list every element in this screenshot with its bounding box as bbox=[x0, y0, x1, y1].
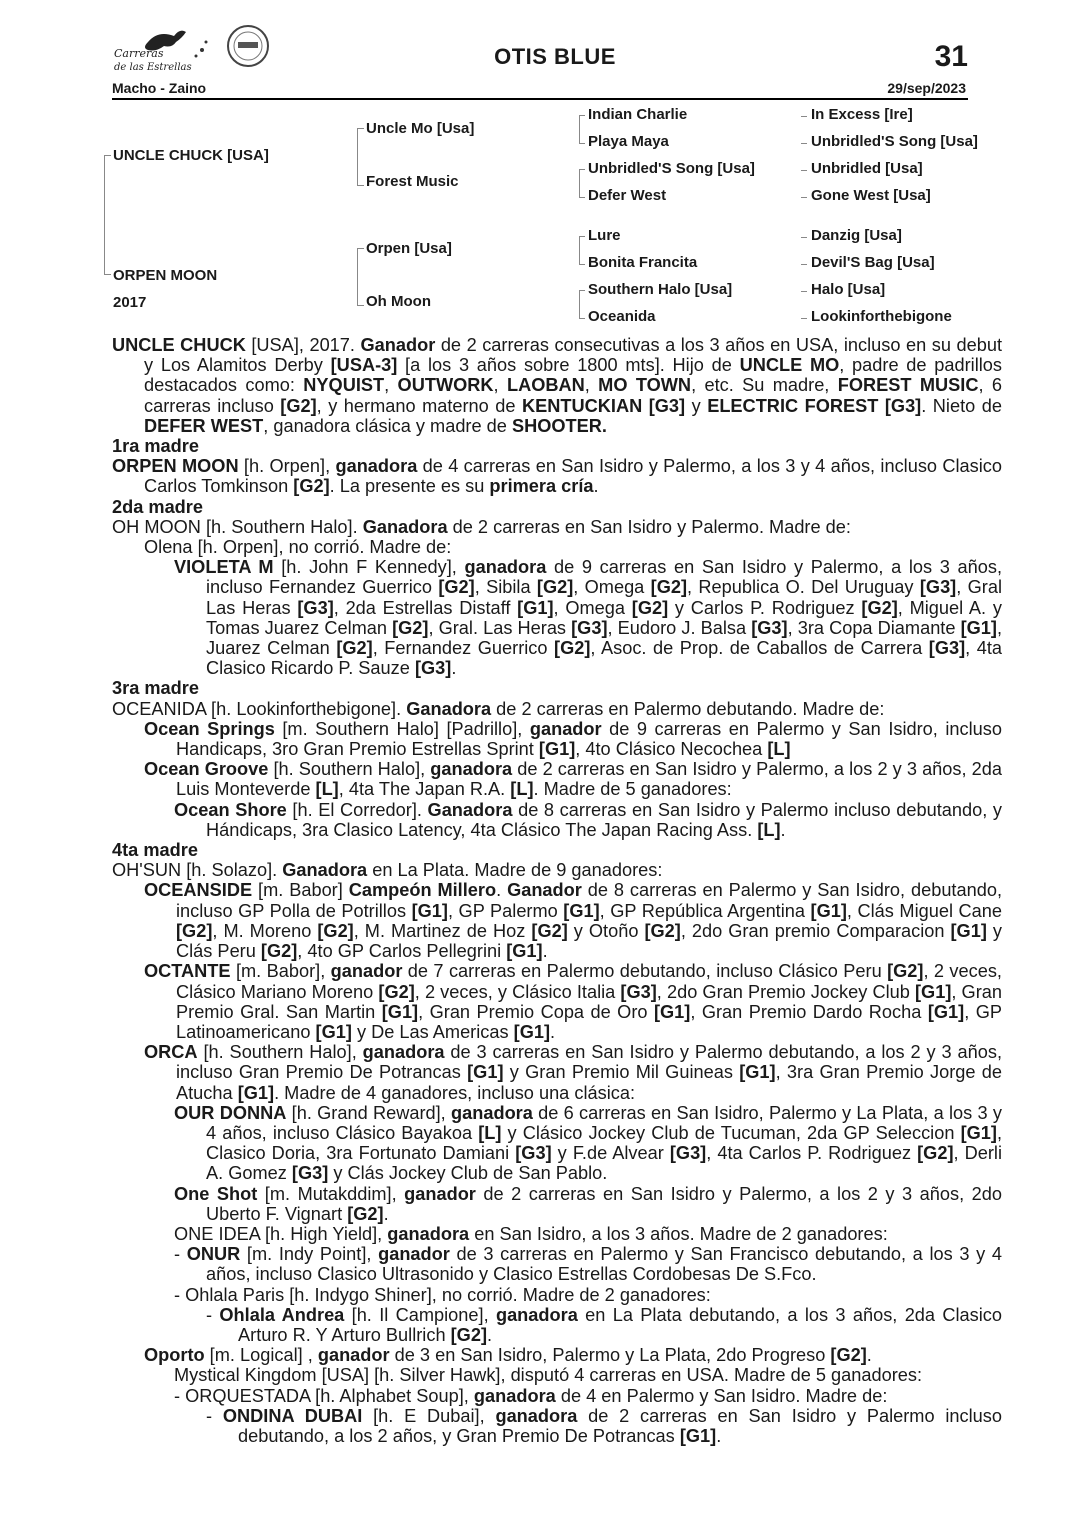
text-run: - bbox=[174, 1244, 187, 1265]
emphasis-text: Ocean Groove bbox=[144, 759, 269, 780]
pedigree-g2: Uncle Mo [Usa] bbox=[366, 120, 475, 137]
text-run: , y hermano materno de bbox=[316, 395, 522, 416]
section-heading: 2da madre bbox=[112, 496, 203, 517]
text-run: de 2 carreras en Palermo debutando. Madre de: bbox=[491, 698, 885, 719]
emphasis-text: [G1] bbox=[237, 1082, 275, 1103]
emphasis-text: NYQUIST bbox=[303, 375, 385, 396]
text-run: [h. John F Kennedy], bbox=[273, 557, 465, 578]
emphasis-text: [G2] bbox=[317, 920, 354, 941]
text-run: de 2 carreras en San Isidro y Palermo, a los 2 y 3 años, 2da Luis Monteverde bbox=[176, 759, 1002, 800]
emphasis-text: [G1] bbox=[538, 739, 576, 760]
family-description bbox=[112, 335, 1002, 1446]
text-run: OH'SUN [h. Solazo]. bbox=[112, 860, 283, 881]
description-paragraph bbox=[112, 1406, 1002, 1446]
pedigree-g3: Defer West bbox=[588, 187, 667, 204]
description-paragraph bbox=[112, 1386, 1002, 1406]
pedigree-g4: Lookinforthebigone bbox=[811, 308, 952, 325]
emphasis-text: ORCA bbox=[144, 1042, 198, 1063]
text-run: en La Plata. Madre de 9 ganadores: bbox=[367, 860, 663, 881]
emphasis-text: Campeón Millero bbox=[348, 880, 497, 901]
pedigree-g2: Oh Moon bbox=[366, 293, 431, 310]
emphasis-text: [G1] bbox=[467, 1062, 504, 1083]
text-run: , 2do Gran Premio Jockey Club bbox=[656, 981, 915, 1002]
pedigree-g3: Southern Halo [Usa] bbox=[588, 281, 733, 298]
text-run: de 3 en San Isidro, Palermo y La Plata, 2do Progreso bbox=[389, 1345, 831, 1366]
text-run: . La presente es su bbox=[329, 476, 490, 497]
emphasis-text: [G1] bbox=[739, 1062, 776, 1083]
emphasis-text: [G1] bbox=[950, 920, 987, 941]
text-run: ONE IDEA [h. High Yield], bbox=[174, 1223, 388, 1244]
pedigree-g4: Danzig [Usa] bbox=[811, 227, 902, 244]
text-run: y F.de Alvear bbox=[551, 1143, 670, 1164]
emphasis-text: [G3] bbox=[928, 638, 966, 659]
emphasis-text: MO TOWN bbox=[598, 375, 692, 396]
emphasis-text: [G3] bbox=[571, 617, 608, 638]
section-heading: 3ra madre bbox=[112, 678, 199, 699]
emphasis-text: LAOBAN bbox=[506, 375, 585, 396]
text-run: , 3ra Gran Premio Jorge de Atucha bbox=[176, 1062, 1003, 1103]
emphasis-text: ganador bbox=[317, 1345, 390, 1366]
text-run: de 9 carreras en San Isidro y Palermo, a los 3 años, incluso Fernandez Guerrico bbox=[206, 557, 1003, 598]
emphasis-text: ganadora bbox=[495, 1405, 578, 1426]
emphasis-text: [G1] bbox=[517, 597, 554, 618]
text-run: . Madre de 4 ganadores, incluso una clásica: bbox=[274, 1082, 635, 1103]
emphasis-text: [G1] bbox=[513, 1021, 551, 1042]
emphasis-text: SHOOTER. bbox=[511, 415, 607, 436]
text-run: . bbox=[487, 1324, 493, 1345]
pedigree-g3: Unbridled'S Song [Usa] bbox=[588, 160, 755, 177]
text-run: de 6 carreras en San Isidro, Palermo y La Plata, a los 3 y 4 años, incluso Clásico Bayakoa bbox=[206, 1102, 1002, 1143]
section-heading: 4ta madre bbox=[112, 840, 198, 861]
text-run: [m. Babor] bbox=[252, 880, 349, 901]
text-run: , Fernandez Guerrico bbox=[372, 638, 555, 659]
text-run: , Sibila bbox=[474, 577, 537, 598]
text-run: - bbox=[206, 1405, 223, 1426]
text-run: , Omega bbox=[553, 597, 632, 618]
text-run: , 4to GP Carlos Pellegrini bbox=[297, 941, 507, 962]
emphasis-text: [G2] bbox=[280, 395, 317, 416]
text-run: . bbox=[593, 476, 599, 497]
description-paragraph bbox=[112, 557, 1002, 678]
emphasis-text: [G1] bbox=[653, 1001, 691, 1022]
emphasis-text: [G2] bbox=[260, 941, 298, 962]
emphasis-text: [G1] bbox=[563, 900, 600, 921]
emphasis-text: Ganadora bbox=[406, 698, 492, 719]
date: 29/sep/2023 bbox=[887, 80, 966, 96]
text-run: de 4 carreras en San Isidro y Palermo, a los 3 y 4 años, incluso Clasico Carlos Tomkinson bbox=[144, 456, 1003, 497]
text-run: de 2 carreras consecutivas a los 3 años en USA, incluso en su debut y Los Alamitos Derby bbox=[144, 335, 1002, 376]
emphasis-text: [G3] bbox=[620, 981, 657, 1002]
pedigree-g4: Unbridled [Usa] bbox=[811, 160, 923, 177]
emphasis-text: [G1] bbox=[411, 900, 448, 921]
emphasis-text: [G2] bbox=[554, 638, 591, 659]
emphasis-text: OUR DONNA bbox=[174, 1102, 287, 1123]
emphasis-text: [G1] bbox=[679, 1425, 717, 1446]
text-run: - ORQUESTADA [h. Alphabet Soup], bbox=[174, 1385, 474, 1406]
emphasis-text: [G3] bbox=[414, 658, 452, 679]
description-paragraph bbox=[112, 1345, 1002, 1365]
emphasis-text: ONUR bbox=[186, 1244, 241, 1265]
text-run: en San Isidro, a los 3 años. Madre de 2 ganadores: bbox=[469, 1223, 888, 1244]
emphasis-text: [G1] bbox=[927, 1001, 965, 1022]
emphasis-text: UNCLE CHUCK bbox=[112, 335, 246, 355]
text-run: y bbox=[685, 395, 708, 416]
text-run: , 2da Estrellas Distaff bbox=[333, 597, 518, 618]
description-paragraph bbox=[112, 537, 1002, 557]
text-run: , Clasico Doria, 3ra Fortunato Damiani bbox=[206, 1122, 1002, 1164]
text-run: de 9 carreras en Palermo y San Isidro, incluso Handicaps, 3ro Gran Premio Estrellas Sprint bbox=[176, 718, 1002, 760]
description-paragraph bbox=[112, 699, 1002, 719]
emphasis-text: Oporto bbox=[144, 1345, 205, 1366]
description-paragraph bbox=[112, 456, 1002, 496]
text-run: . bbox=[451, 658, 457, 679]
description-paragraph bbox=[112, 1042, 1002, 1103]
text-run: [h. Southern Halo], bbox=[197, 1042, 363, 1063]
text-run: de 7 carreras en Palermo debutando, incluso Clásico Peru bbox=[402, 961, 888, 982]
text-run: , bbox=[493, 375, 507, 396]
text-run: , Asoc. de Prop. de Caballos de Carrera bbox=[590, 638, 929, 659]
text-run: Mystical Kingdom [USA] [h. Silver Hawk], disputó 4 carreras en USA. Madre de 5 ganadores: bbox=[174, 1365, 923, 1386]
text-run: [m. Indy Point], bbox=[240, 1244, 379, 1265]
page-number: 31 bbox=[934, 40, 968, 73]
text-run: [h. Grand Reward], bbox=[286, 1102, 452, 1123]
emphasis-text: [G2] bbox=[917, 1143, 954, 1164]
text-run: , Juarez Celman bbox=[206, 617, 1002, 659]
text-run: de 8 carreras en Palermo y San Isidro, debutando, incluso GP Polla de Potrillos bbox=[176, 880, 1003, 921]
pedigree-g3: Oceanida bbox=[588, 308, 656, 325]
emphasis-text: [G2] bbox=[536, 577, 574, 598]
text-run: y Clásico Jockey Club de Tucuman, 2da GP Seleccion bbox=[501, 1122, 961, 1143]
emphasis-text: [G2] bbox=[336, 638, 373, 659]
text-run: . bbox=[496, 880, 508, 901]
emphasis-text: ganador bbox=[330, 961, 403, 982]
emphasis-text: Ganador bbox=[360, 335, 436, 355]
emphasis-text: [G3] bbox=[297, 597, 334, 618]
emphasis-text: ganador bbox=[404, 1183, 476, 1204]
text-run: [m. Mutakddim], bbox=[257, 1183, 405, 1204]
pedigree-g2: Forest Music bbox=[366, 173, 459, 190]
description-paragraph bbox=[112, 860, 1002, 880]
emphasis-text: [G3] bbox=[669, 1143, 707, 1164]
emphasis-text: [G1] bbox=[381, 1001, 419, 1022]
emphasis-text: Ganador bbox=[507, 880, 582, 901]
emphasis-text: [G2] bbox=[176, 920, 213, 941]
text-run: , 3ra Copa Diamante bbox=[787, 617, 961, 638]
text-run: . Nieto de bbox=[921, 395, 1002, 416]
emphasis-text: [G1] bbox=[960, 1122, 997, 1143]
emphasis-text: ganadora bbox=[387, 1223, 470, 1244]
emphasis-text: ganador bbox=[529, 718, 602, 739]
emphasis-text: KENTUCKIAN [G3] bbox=[522, 395, 686, 416]
emphasis-text: ONDINA DUBAI bbox=[222, 1405, 363, 1426]
text-run: , Eudoro J. Balsa bbox=[607, 617, 752, 638]
text-run: y Otoño bbox=[567, 920, 645, 941]
text-run: [h. E Dubai], bbox=[362, 1405, 496, 1426]
pedigree-g3: Bonita Francita bbox=[588, 254, 698, 271]
pedigree-g4: Unbridled'S Song [Usa] bbox=[811, 133, 978, 150]
emphasis-text: Ocean Shore bbox=[174, 799, 287, 820]
pedigree-g3: Indian Charlie bbox=[588, 106, 688, 123]
emphasis-text: [G1] bbox=[810, 900, 847, 921]
text-run: y Clás Jockey Club de San Pablo. bbox=[328, 1163, 608, 1184]
emphasis-text: ganadora bbox=[473, 1385, 556, 1406]
text-run: , bbox=[584, 375, 599, 396]
emphasis-text: ORPEN MOON bbox=[112, 456, 239, 477]
pedigree-sire: UNCLE CHUCK [USA] bbox=[113, 147, 269, 164]
emphasis-text: [G2] bbox=[861, 597, 898, 618]
text-run: , Clás Miguel Cane bbox=[846, 900, 1003, 921]
description-paragraph bbox=[112, 335, 1002, 436]
emphasis-text: [G1] bbox=[960, 617, 997, 638]
emphasis-text: ELECTRIC FOREST [G3] bbox=[707, 395, 922, 416]
text-run: , Gran Premio Dardo Rocha bbox=[690, 1001, 928, 1022]
text-run: - bbox=[206, 1304, 220, 1325]
text-run: [m. Logical] , bbox=[204, 1345, 318, 1366]
text-run: y De Las Americas bbox=[351, 1021, 514, 1042]
text-run: . bbox=[866, 1345, 872, 1366]
text-run: de 8 carreras en San Isidro y Palermo incluso debutando, y Hándicaps, 3ra Clasico Latency, 4ta Clásico The Japan Racing Ass. bbox=[206, 799, 1002, 840]
text-run: , Miguel A. y Tomas Juarez Celman bbox=[206, 597, 1002, 638]
emphasis-text: ganadora bbox=[335, 456, 418, 477]
emphasis-text: [G2] bbox=[438, 577, 475, 598]
text-run: de 3 carreras en San Isidro y Palermo debutando, a los 2 y 3 años, incluso Gran Premio De Potrancas bbox=[176, 1042, 1002, 1083]
text-run: , padre de padrillos destacados como: bbox=[144, 355, 1003, 396]
emphasis-text: [G1] bbox=[506, 941, 543, 962]
emphasis-text: [L] bbox=[510, 779, 534, 800]
emphasis-text: One Shot bbox=[174, 1183, 258, 1204]
text-run: OH MOON [h. Southern Halo]. bbox=[112, 516, 363, 537]
emphasis-text: [G2] bbox=[347, 1203, 384, 1224]
description-paragraph bbox=[112, 1285, 1002, 1305]
pedigree-g4: Gone West [Usa] bbox=[811, 187, 931, 204]
pedigree-g3: Playa Maya bbox=[588, 133, 669, 150]
text-run: , Gran Premio Copa de Oro bbox=[418, 1001, 654, 1022]
text-run: , Gral. Las Heras bbox=[428, 617, 572, 638]
text-run: , Republica O. Del Uruguay bbox=[687, 577, 920, 598]
description-paragraph bbox=[112, 759, 1002, 799]
emphasis-text: [G3] bbox=[291, 1163, 329, 1184]
text-run: , 4to Clásico Necochea bbox=[575, 739, 768, 760]
emphasis-text: [G2] bbox=[293, 476, 330, 497]
text-run: , GP República Argentina bbox=[599, 900, 811, 921]
text-run: [h. Southern Halo], bbox=[268, 759, 431, 780]
text-run: , 6 carreras incluso bbox=[144, 375, 1002, 416]
text-run: de 4 en Palermo y San Isidro. Madre de: bbox=[555, 1385, 888, 1406]
text-run: , 4ta Clasico Ricardo P. Sauze bbox=[206, 638, 1003, 679]
emphasis-text: UNCLE MO bbox=[739, 355, 840, 376]
pedigree-g2: Orpen [Usa] bbox=[366, 240, 452, 257]
text-run: , 2 veces, Clásico Mariano Moreno bbox=[176, 961, 1002, 1002]
description-paragraph bbox=[112, 1305, 1002, 1345]
emphasis-text: Ganadora bbox=[427, 799, 513, 820]
description-paragraph bbox=[112, 1103, 1002, 1184]
emphasis-text: [G2] bbox=[450, 1324, 487, 1345]
text-run: en La Plata debutando, a los 3 años, 2da Clasico Arturo R. Y Arturo Bullrich bbox=[238, 1304, 1002, 1345]
pedigree-g4: Halo [Usa] bbox=[811, 281, 886, 298]
description-paragraph bbox=[112, 880, 1002, 961]
emphasis-text: [L] bbox=[767, 739, 791, 760]
text-run: [m. Southern Halo] [Padrillo], bbox=[274, 718, 530, 739]
text-run: OCEANIDA [h. Lookinforthebigone]. bbox=[112, 698, 407, 719]
sex-coat: Macho - Zaino bbox=[112, 80, 207, 96]
text-run: Olena [h. Orpen], no corrió. Madre de: bbox=[144, 537, 452, 558]
emphasis-text: Ganadora bbox=[362, 516, 448, 537]
emphasis-text: [G3] bbox=[919, 577, 957, 598]
emphasis-text: ganador bbox=[378, 1244, 450, 1265]
text-run: . bbox=[542, 941, 548, 962]
emphasis-text: ganadora bbox=[430, 759, 513, 780]
text-run: , Gran Premio Gral. San Martin bbox=[176, 981, 1002, 1022]
text-run: , Gral Las Heras bbox=[206, 577, 1002, 618]
emphasis-text: [G2] bbox=[887, 961, 924, 982]
emphasis-text: ganadora bbox=[451, 1102, 533, 1123]
emphasis-text: [G2] bbox=[631, 597, 669, 618]
emphasis-text: OCTANTE bbox=[144, 961, 231, 982]
description-paragraph bbox=[112, 1184, 1002, 1224]
description-paragraph bbox=[112, 1224, 1002, 1244]
emphasis-text: [G2] bbox=[392, 617, 429, 638]
text-run: . bbox=[780, 819, 786, 840]
emphasis-text: [L] bbox=[757, 819, 781, 840]
text-run: , Omega bbox=[573, 577, 651, 598]
text-run: , Derli A. Gomez bbox=[206, 1143, 1002, 1184]
description-paragraph bbox=[112, 719, 1002, 759]
horse-name: OTIS BLUE bbox=[494, 44, 616, 69]
pedigree-dam: ORPEN MOON bbox=[113, 267, 218, 284]
emphasis-text: [G3] bbox=[751, 617, 788, 638]
description-paragraph bbox=[112, 1244, 1002, 1284]
description-paragraph bbox=[112, 517, 1002, 537]
emphasis-text: Ohlala Andrea bbox=[219, 1304, 345, 1325]
emphasis-text: VIOLETA M bbox=[174, 557, 274, 578]
emphasis-text: ganadora bbox=[464, 557, 547, 578]
text-run: [h. Il Campione], bbox=[344, 1304, 496, 1325]
emphasis-text: primera cría bbox=[489, 476, 594, 497]
text-run: [m. Babor], bbox=[230, 961, 331, 982]
text-run: , bbox=[384, 375, 398, 396]
text-run: , M. Moreno bbox=[212, 920, 318, 941]
emphasis-text: OCEANSIDE bbox=[144, 880, 253, 901]
header-rule bbox=[112, 98, 968, 100]
emphasis-text: FOREST MUSIC bbox=[837, 375, 979, 396]
logo-title: Carreras bbox=[114, 47, 164, 60]
emphasis-text: [G2] bbox=[644, 920, 681, 941]
pedigree-g3: Lure bbox=[588, 227, 621, 244]
text-run: , 4ta The Japan R.A. bbox=[338, 779, 511, 800]
pedigree-year: 2017 bbox=[113, 294, 147, 311]
text-run: de 2 carreras en San Isidro y Palermo incluso debutando, a los 2 años, y Gran Premio De Potrancas bbox=[238, 1405, 1002, 1446]
emphasis-text: [L] bbox=[315, 779, 339, 800]
emphasis-text: [G2] bbox=[378, 981, 415, 1002]
emphasis-text: [USA-3] bbox=[330, 355, 398, 376]
emphasis-text: [G1] bbox=[915, 981, 952, 1002]
text-run: de 2 carreras en San Isidro y Palermo. Madre de: bbox=[447, 516, 851, 537]
text-run: de 2 carreras en San Isidro y Palermo, a los 2 y 3 años, 2do Uberto F. Vignart bbox=[206, 1183, 1002, 1224]
text-run: [USA], 2017. bbox=[245, 335, 361, 355]
text-run: , 2do Gran premio Comparacion bbox=[680, 920, 951, 941]
text-run: de 3 carreras en Palermo y San Francisco debutando, a los 3 y 4 años, incluso Clasico Ultrasonido y Clasico Estrellas Cordobesas De S.Fco. bbox=[206, 1244, 1002, 1285]
text-run: , GP Palermo bbox=[447, 900, 564, 921]
text-run: y Carlos P. Rodriguez bbox=[668, 597, 862, 618]
description-paragraph bbox=[112, 800, 1002, 840]
text-run: , 2 veces, y Clásico Italia bbox=[414, 981, 621, 1002]
text-run: . Madre de 5 ganadores: bbox=[533, 779, 732, 800]
description-paragraph bbox=[112, 1365, 1002, 1385]
text-run: [h. Orpen], bbox=[238, 456, 336, 477]
logo-subtitle: de las Estrellas bbox=[114, 62, 192, 73]
emphasis-text: ganadora bbox=[362, 1042, 445, 1063]
text-run: - Ohlala Paris [h. Indygo Shiner], no corrió. Madre de 2 ganadores: bbox=[174, 1284, 711, 1305]
emphasis-text: [G3] bbox=[515, 1143, 552, 1164]
emphasis-text: [G2] bbox=[830, 1345, 867, 1366]
section-heading: 1ra madre bbox=[112, 436, 199, 457]
text-run: , GP Latinoamericano bbox=[176, 1001, 1002, 1042]
emphasis-text: ganadora bbox=[495, 1304, 578, 1325]
pedigree-g4: Devil'S Bag [Usa] bbox=[811, 254, 935, 271]
emphasis-text: [G1] bbox=[315, 1021, 352, 1042]
text-run: y Clás Peru bbox=[176, 920, 1002, 962]
emphasis-text: [G2] bbox=[531, 920, 568, 941]
emphasis-text: [L] bbox=[478, 1122, 502, 1143]
text-run: . bbox=[383, 1203, 389, 1224]
emphasis-text: OUTWORK bbox=[397, 375, 494, 396]
text-run: , M. Martinez de Hoz bbox=[353, 920, 532, 941]
pedigree-g4: In Excess [Ire] bbox=[811, 106, 913, 123]
text-run: y Gran Premio Mil Guineas bbox=[503, 1062, 740, 1083]
text-run: , ganadora clásica y madre de bbox=[263, 415, 512, 436]
emphasis-text: [G2] bbox=[650, 577, 688, 598]
text-run: [a los 3 años sobre 1800 mts]. Hijo de bbox=[397, 355, 740, 376]
text-run: , etc. Su madre, bbox=[691, 375, 838, 396]
text-run: . bbox=[550, 1021, 556, 1042]
emphasis-text: DEFER WEST bbox=[144, 415, 264, 436]
text-run: . bbox=[716, 1425, 722, 1446]
emphasis-text: Ganadora bbox=[282, 860, 368, 881]
description-paragraph bbox=[112, 961, 1002, 1042]
text-run: [h. El Corredor]. bbox=[286, 799, 428, 820]
emphasis-text: Ocean Springs bbox=[144, 718, 275, 739]
text-run: , 4ta Carlos P. Rodriguez bbox=[706, 1143, 918, 1164]
